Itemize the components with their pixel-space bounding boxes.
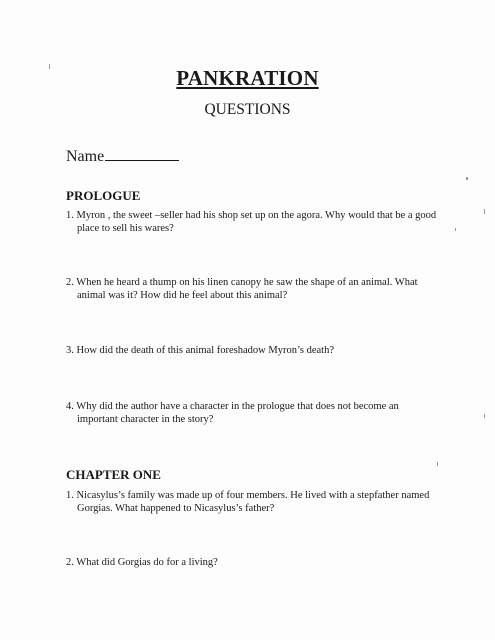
question-text-line: 3. How did the death of this animal foreshadow Myron’s death? [66, 345, 334, 356]
chapter-one-heading: CHAPTER ONE [66, 467, 161, 482]
name-field-row [66, 146, 179, 166]
scan-speck [484, 414, 485, 418]
scan-speck [49, 64, 50, 69]
question-text-line: 2. When he heard a thump on his linen canopy he saw the shape of an animal. What [66, 277, 418, 288]
prologue-heading: PROLOGUE [66, 188, 141, 203]
scan-speck [437, 462, 438, 466]
scan-speck [484, 209, 485, 214]
chapter-one-question-2 [66, 557, 466, 570]
document-title: PANKRATION [176, 66, 319, 90]
name-label: Name [66, 148, 105, 165]
question-text-line: 4. Why did the author have a character in the prologue that does not become an [66, 401, 399, 412]
prologue-question-3 [66, 345, 466, 358]
name-blank-line [105, 146, 179, 161]
prologue-question-2 [66, 277, 466, 302]
question-text-line: important character in the story? [77, 413, 214, 425]
document-subtitle: QUESTIONS [204, 101, 291, 118]
question-text-line: 1. Nicasylus’s family was made up of four members. He lived with a stepfather named [66, 490, 430, 501]
question-text-line: 2. What did Gorgias do for a living? [66, 557, 218, 568]
question-text-line: 1. Myron , the sweet –seller had his shop set up on the agora. Why would that be a good [66, 210, 437, 221]
scan-speck [466, 177, 468, 180]
prologue-question-1 [66, 210, 466, 235]
question-text-line: place to sell his wares? [77, 222, 174, 234]
chapter-one-question-1 [66, 490, 466, 515]
question-text-line: animal was it? How did he feel about this animal? [77, 289, 288, 301]
scan-speck [455, 228, 456, 231]
question-text-line: Gorgias. What happened to Nicasylus’s father? [77, 502, 275, 514]
prologue-question-4 [66, 401, 466, 426]
